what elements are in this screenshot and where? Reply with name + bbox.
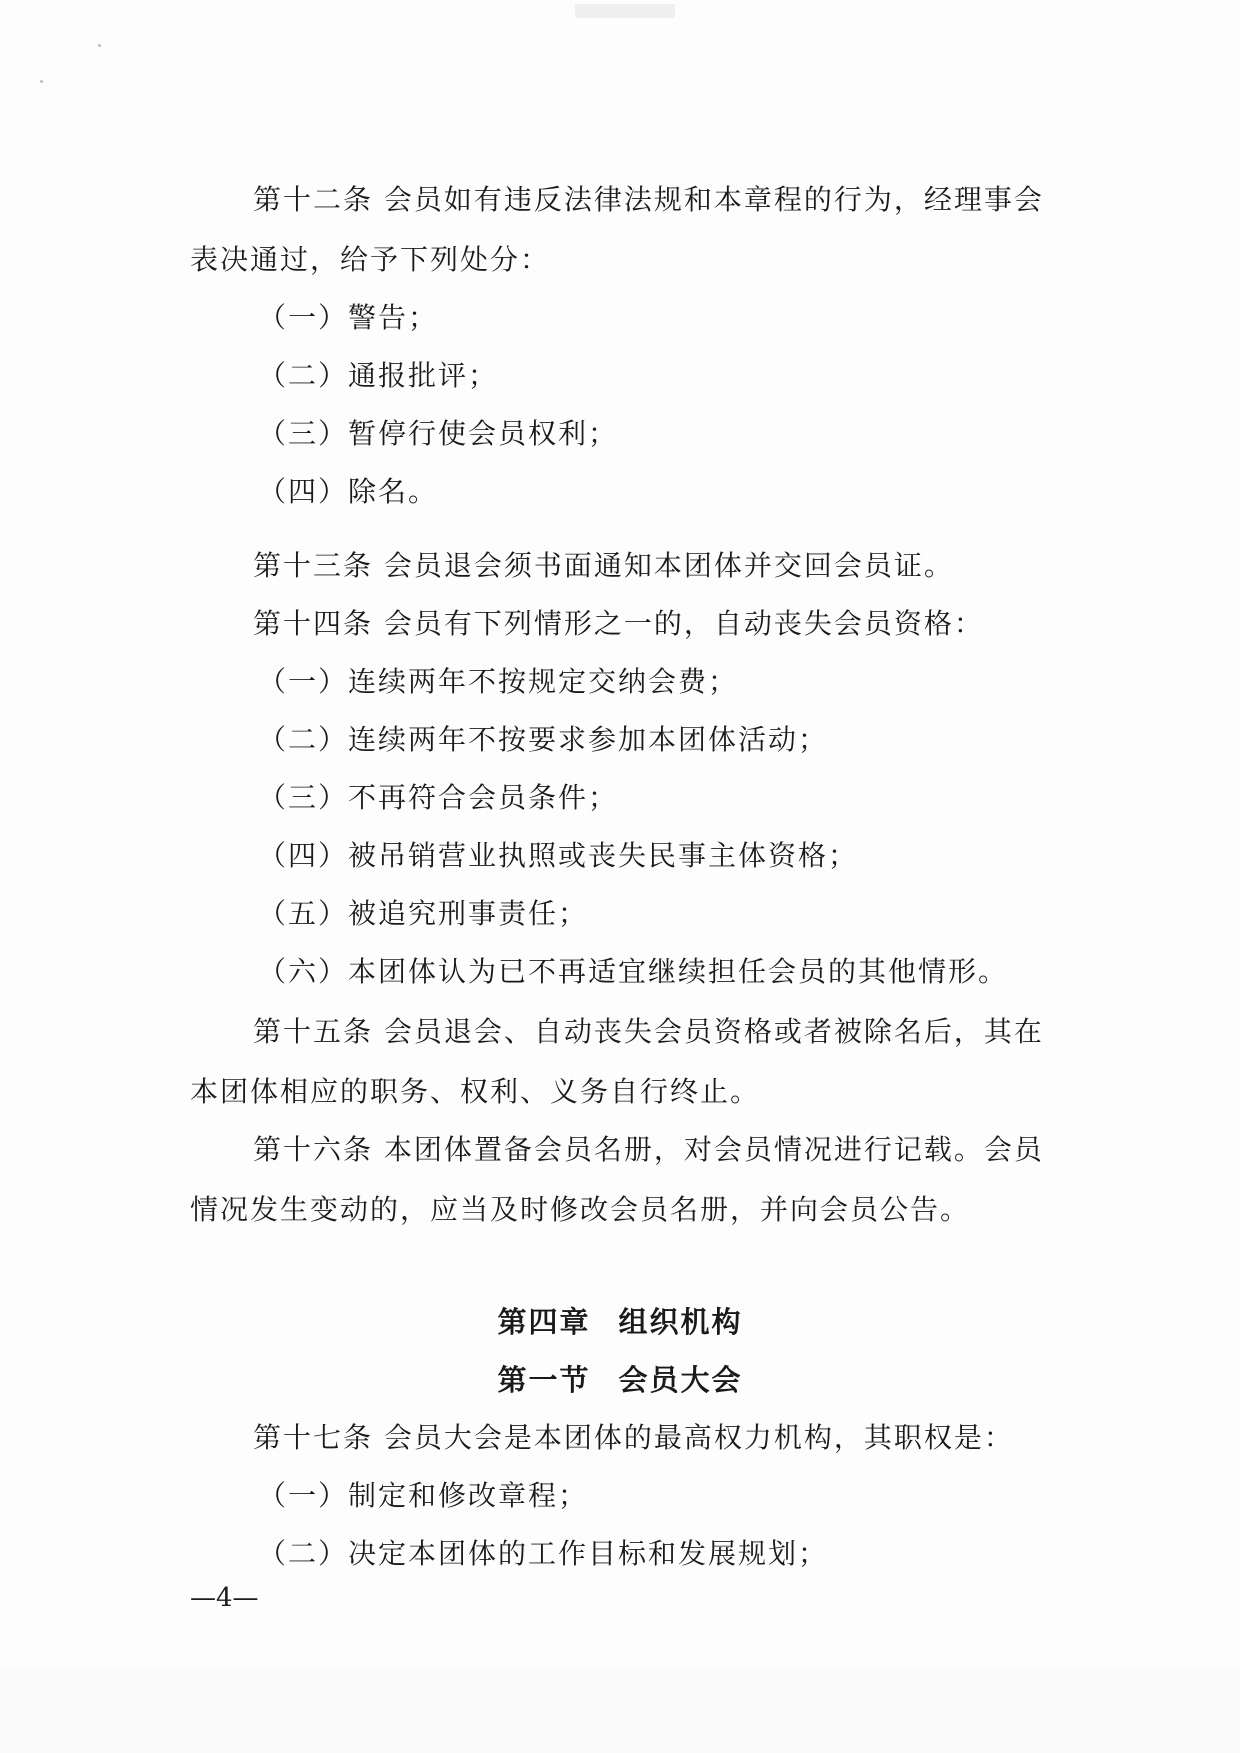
article-14-item-3: （三）不再符合会员条件；	[258, 781, 619, 814]
section-number: 第一节	[497, 1363, 591, 1397]
article-17-item-1: （一）制定和修改章程；	[258, 1479, 589, 1512]
article-16-line-2: 情况发生变动的，应当及时修改会员名册，并向会员公告。	[190, 1193, 971, 1226]
article-12-item-2: （二）通报批评；	[258, 359, 499, 392]
chapter-heading	[0, 1302, 1240, 1342]
article-13: 第十三条 会员退会须书面通知本团体并交回会员证。	[253, 549, 954, 582]
article-14: 第十四条 会员有下列情形之一的，自动丧失会员资格：	[253, 607, 984, 640]
section-title: 会员大会	[618, 1363, 743, 1397]
article-15-line-2: 本团体相应的职务、权利、义务自行终止。	[190, 1075, 761, 1108]
article-12-item-3: （三）暂停行使会员权利；	[258, 417, 619, 450]
article-12-item-1: （一）警告；	[258, 301, 439, 334]
article-12-line-1: 第十二条 会员如有违反法律法规和本章程的行为，经理事会	[253, 183, 1044, 216]
scan-artifact	[575, 4, 675, 18]
article-14-item-2: （二）连续两年不按要求参加本团体活动；	[258, 723, 829, 756]
article-12-item-4: （四）除名。	[258, 475, 439, 508]
article-14-item-4: （四）被吊销营业执照或丧失民事主体资格；	[258, 839, 859, 872]
article-14-item-5: （五）被追究刑事责任；	[258, 897, 589, 930]
section-heading	[0, 1360, 1240, 1400]
page-number: —4—	[190, 1583, 259, 1613]
article-17-item-2: （二）决定本团体的工作目标和发展规划；	[258, 1537, 829, 1570]
scan-artifact	[98, 44, 101, 47]
page-bottom-margin	[0, 1668, 1240, 1753]
chapter-number: 第四章	[497, 1305, 591, 1339]
scan-artifact	[40, 80, 43, 83]
article-16-line-1: 第十六条 本团体置备会员名册，对会员情况进行记载。会员	[253, 1133, 1044, 1166]
article-15-line-1: 第十五条 会员退会、自动丧失会员资格或者被除名后，其在	[253, 1015, 1044, 1048]
article-14-item-6: （六）本团体认为已不再适宜继续担任会员的其他情形。	[258, 955, 1009, 988]
chapter-title: 组织机构	[618, 1305, 743, 1339]
article-12-line-2: 表决通过，给予下列处分：	[190, 243, 551, 276]
article-17: 第十七条 会员大会是本团体的最高权力机构，其职权是：	[253, 1421, 1014, 1454]
article-14-item-1: （一）连续两年不按规定交纳会费；	[258, 665, 739, 698]
